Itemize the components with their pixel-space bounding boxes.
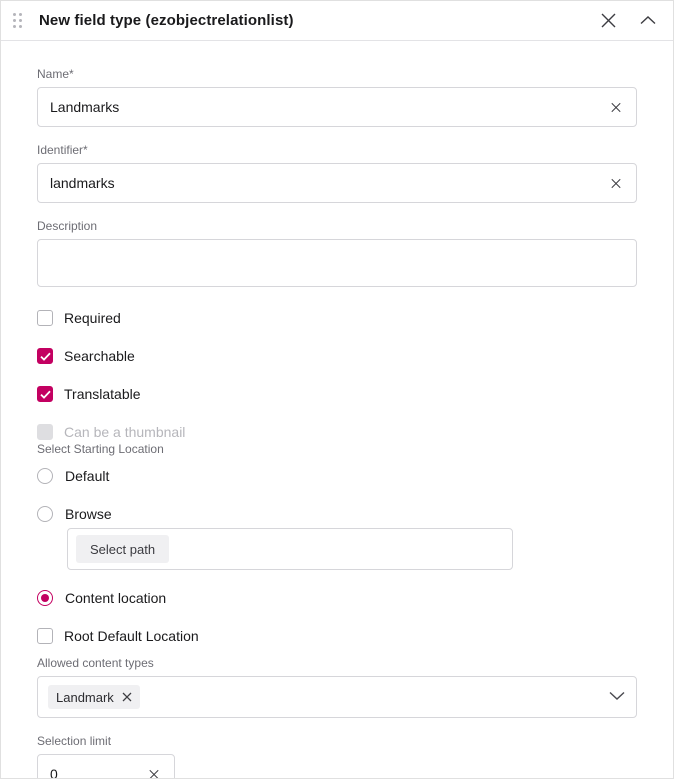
- name-label: Name*: [37, 67, 74, 81]
- remove-tag-icon[interactable]: [122, 692, 132, 702]
- identifier-input[interactable]: [37, 163, 637, 203]
- selection-limit-label: Selection limit: [37, 734, 112, 748]
- header-actions: [597, 10, 659, 32]
- drag-handle-icon[interactable]: [13, 13, 27, 29]
- required-checkbox[interactable]: [37, 310, 53, 326]
- translatable-checkbox[interactable]: [37, 386, 53, 402]
- translatable-label: Translatable: [64, 386, 141, 402]
- searchable-checkbox[interactable]: [37, 348, 53, 364]
- content-location-radio[interactable]: [37, 590, 53, 606]
- checkbox-row-root-default-location[interactable]: [37, 628, 637, 644]
- chevron-down-icon[interactable]: [609, 688, 625, 706]
- content-type-tag-label: Landmark: [56, 689, 114, 705]
- clear-name-icon[interactable]: [605, 96, 627, 118]
- root-default-location-label: Root Default Location: [64, 628, 199, 644]
- selection-limit-wrap: [37, 754, 175, 779]
- can-be-thumbnail-checkbox: [37, 424, 53, 440]
- checkbox-row-thumbnail: [37, 424, 637, 440]
- browse-label: Browse: [65, 506, 112, 522]
- select-path-button[interactable]: Select path: [76, 535, 169, 563]
- chevron-up-icon[interactable]: [637, 10, 659, 32]
- checkbox-row-searchable[interactable]: [37, 348, 637, 364]
- starting-location-label: Select Starting Location: [37, 442, 164, 456]
- allowed-content-types-label: Allowed content types: [37, 656, 154, 670]
- root-default-location-checkbox[interactable]: [37, 628, 53, 644]
- allowed-content-types-wrap: [37, 676, 637, 718]
- checkbox-row-translatable[interactable]: [37, 386, 637, 402]
- field-form: [1, 41, 673, 779]
- browse-path-box: [67, 528, 513, 570]
- clear-identifier-icon[interactable]: [605, 172, 627, 194]
- can-be-thumbnail-label: Can be a thumbnail: [64, 424, 186, 440]
- radio-row-browse[interactable]: [37, 506, 637, 522]
- identifier-label: Identifier*: [37, 143, 88, 157]
- content-type-tag: [48, 685, 140, 709]
- description-label: Description: [37, 219, 98, 233]
- close-icon[interactable]: [597, 10, 619, 32]
- name-input[interactable]: [37, 87, 637, 127]
- name-field-wrap: [37, 87, 637, 127]
- browse-radio[interactable]: [37, 506, 53, 522]
- panel-header: [1, 1, 673, 41]
- default-radio[interactable]: [37, 468, 53, 484]
- radio-row-default[interactable]: [37, 468, 637, 484]
- content-location-label: Content location: [65, 590, 167, 606]
- identifier-field-wrap: [37, 163, 637, 203]
- clear-selection-limit-icon[interactable]: [143, 763, 165, 779]
- radio-row-content-location[interactable]: [37, 590, 637, 606]
- required-label: Required: [64, 310, 121, 326]
- searchable-label: Searchable: [64, 348, 135, 364]
- allowed-content-types-select[interactable]: [37, 676, 637, 718]
- default-label: Default: [65, 468, 110, 484]
- checkbox-row-required[interactable]: [37, 310, 637, 326]
- page-title: New field type (ezobjectrelationlist): [39, 12, 294, 29]
- description-field-wrap: [37, 239, 637, 292]
- description-textarea[interactable]: [37, 239, 637, 287]
